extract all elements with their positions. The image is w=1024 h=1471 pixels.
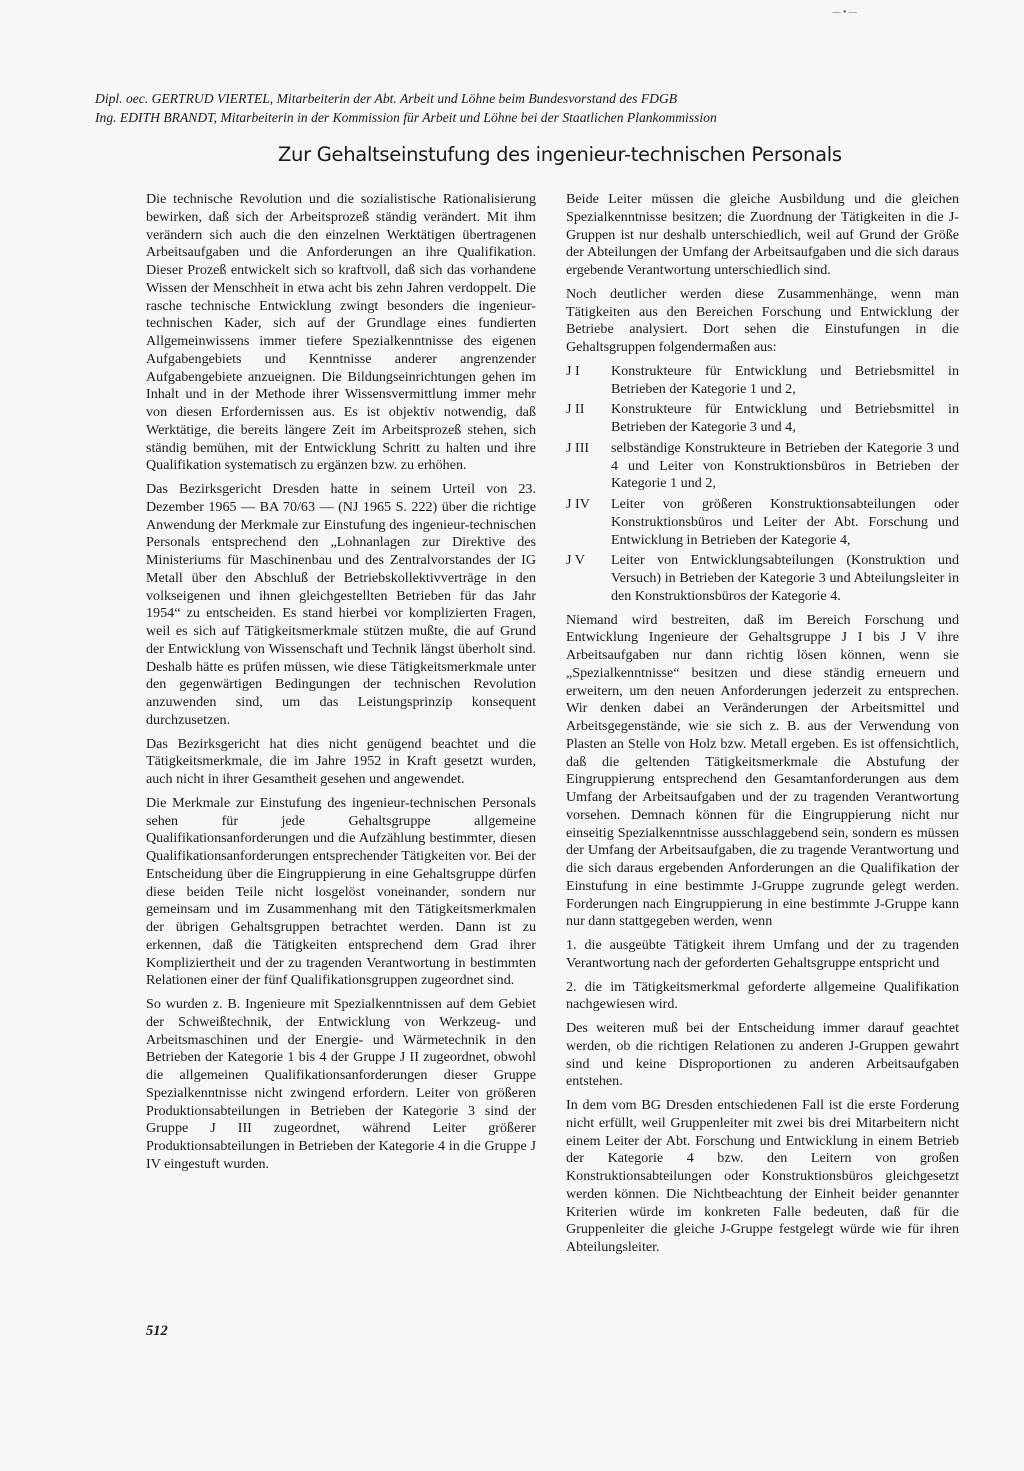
author-viertel: Dipl. oec. GERTRUD VIERTEL, Mitarbeiterin der Abt. Arbeit und Löhne beim Bundesvorstand des FDGB — [95, 91, 678, 106]
scan-mark: —•— — [832, 8, 859, 18]
group-text: Leiter von Entwicklungsabteilungen (Konstruktion und Versuch) in Betrieben der Kategorie 3 und Abteilungsleiter in den Konstruktionsbüros der Kategorie 4. — [611, 552, 959, 604]
salary-group-list — [566, 363, 959, 606]
group-text: Leiter von größeren Konstruktionsabteilungen oder Konstruktionsbüros und Leiter der Abt. Forschung und Entwicklung in Betrieben der Kategorie 4, — [611, 496, 959, 548]
list-item — [566, 440, 959, 493]
condition-text: 1. die ausgeübte Tätigkeit ihrem Umfang und der zu tragenden Verantwortung nach der geforderten Gehaltsgruppe entspricht und — [566, 937, 959, 971]
paragraph: Die technische Revolution und die sozialistische Rationalisierung bewirken, daß sich der Arbeitsprozeß ständig verändert. Mit ihm verändern sich auch die den einzelnen Werktätigen übertragenen Arbeitsaufgaben und die Anforderungen an ihre Qualifikation. Dieser Prozeß entwickelt sich so kraftvoll, daß sich das vorhandene Wissen der Menschheit in etwa acht bis zehn Jahren verdoppelt. Die rasche technische Entwicklung zwingt besonders die ingenieur-technischen Kader, sich auf der Grundlage eines fundierten Allgemeinwissens immer tiefere Spezialkenntnisse des eigenen Aufgabengebiets und Kenntnisse anderer angrenzender Aufgabengebiete anzueignen. Die Bildungseinrichtungen gehen im Inhalt und in der Methode ihrer Wissensvermittlung immer mehr von diesen Erfordernissen aus. Es ist objektiv notwendig, daß Werktätige, die bereits längere Zeit im Arbeitsprozeß stehen, sich ständig bemühen, mit der Entwicklung Schritt zu halten und ihre Qualifikation systematisch zu ergänzen bzw. zu erhöhen. — [146, 191, 536, 474]
group-label: J I — [566, 362, 580, 379]
left-column — [146, 191, 536, 1180]
list-item — [566, 401, 959, 437]
right-column — [566, 191, 959, 1263]
list-item — [566, 496, 959, 549]
paragraph: Noch deutlicher werden diese Zusammenhänge, wenn man Tätigkeiten aus den Bereichen Forschung und Entwicklung der Betriebe analysiert. Dort sehen die Einstufungen in die Gehaltsgruppen folgendermaßen aus: — [566, 285, 959, 355]
group-text: Konstrukteure für Entwicklung und Betriebsmittel in Betrieben der Kategorie 3 und 4, — [611, 401, 959, 435]
condition-item — [566, 979, 959, 1015]
condition-text: 2. die im Tätigkeitsmerkmal geforderte allgemeine Qualifikation nachgewiesen wird. — [566, 978, 959, 1013]
paragraph: Die Merkmale zur Einstufung des ingenieur-technischen Personals sehen für jede Gehaltsgruppe allgemeine Qualifikationsanforderungen und die Aufzählung bestimmter, diesen Qualifikationsanforderungen entsprechender Tätigkeiten vor. Bei der Entscheidung über die Eingruppierung in eine Gehaltsgruppe dürfen diese beiden Teile nicht losgelöst voneinander, sondern nur gemeinsam und im Zusammenhang mit den Tätigkeitsmerkmalen der übrigen Gehaltsgruppen betrachtet werden. Dann ist zu erkennen, daß die Tätigkeiten entsprechend dem Grad ihrer Kompliziertheit und der zu tragenden Verantwortung in bestimmten Relationen einer der fünf Qualifikationsgruppen zugeordnet sind. — [146, 794, 536, 989]
paragraph: So wurden z. B. Ingenieure mit Spezialkenntnissen auf dem Gebiet der Schweißtechnik, der Entwicklung von Werkzeug- und Arbeitsmaschinen und der Energie- und Wärmetechnik in den Betrieben der Kategorie 1 bis 4 der Gruppe J II zugeordnet, obwohl die allgemeinen Qualifikationsanforderungen dieser Gruppe Spezialkenntnisse nicht zwingend erfordern. Leiter von größeren Produktionsabteilungen in Betrieben der Kategorie 3 sind der Gruppe J III zugeordnet, während Leiter größerer Produktionsabteilungen in Betrieben der Kategorie 4 in die Gruppe J IV eingestuft wurden. — [146, 996, 536, 1172]
page-number: 512 — [146, 1323, 168, 1339]
author-lines — [95, 89, 965, 127]
group-label: J III — [566, 439, 590, 456]
paragraph: Das Bezirksgericht hat dies nicht genügend beachtet und die Tätigkeitsmerkmale, die im Jahre 1952 in Kraft gesetzt wurden, auch nicht in ihrer Gesamtheit gesehen und angewendet. — [146, 735, 536, 787]
paragraph: Beide Leiter müssen die gleiche Ausbildung und die gleichen Spezialkenntnisse besitzen; die Zuordnung der Tätigkeiten in die J-Gruppen ist nur deshalb unterschiedlich, weil auf Grund der Größe der Abteilungen der Umfang der Arbeitsaufgaben und die sich daraus ergebende Verantwortung unterschiedlich sind. — [566, 191, 959, 278]
paragraph: Niemand wird bestreiten, daß im Bereich Forschung und Entwicklung Ingenieure der Gehaltsgruppe J I bis J V ihre Arbeitsaufgaben nur dann richtig lösen können, wenn sie „Spezialkenntnisse“ besitzen und diese ständig erneuern und erweitern, um den neuen Anforderungen jederzeit zu entsprechen. Wir denken dabei an Veränderungen der Arbeitsmittel und Arbeitsgegenstände, wie sie sich z. B. aus der Verwendung von Plasten an Stelle von Holz bzw. Metall ergeben. Es ist offensichtlich, daß die geltenden Tätigkeitsmerkmale die Abstufung der Eingruppierung entsprechend den Gesamtanforderungen aus dem Umfang der Arbeitsaufgaben und der zu tragenden Verantwortung vorsehen. Demnach können für die Eingruppierung nicht nur einseitig Spezialkenntnisse ausschlaggebend sein, sondern es müssen der Umfang der Arbeitsaufgaben, die zu tragende Verantwortung und die sich daraus ergebenden Anforderungen an die Qualifikation der Einstufung in eine bestimmte J-Gruppe zugrunde gelegt werden. Forderungen nach Eingruppierung in eine bestimmte J-Gruppe kann nur dann stattgegeben werden, wenn — [566, 611, 959, 930]
paragraph: Des weiteren muß bei der Entscheidung immer darauf geachtet werden, ob die richtigen Relationen zu anderen J-Gruppen gewahrt sind und keine Disproportionen zu anderen Arbeitsaufgaben entstehen. — [566, 1020, 959, 1090]
article-title: Zur Gehaltseinstufung des ingenieur-technischen Personals — [278, 143, 842, 166]
group-label: J IV — [566, 496, 590, 512]
author-brandt: Ing. EDITH BRANDT, Mitarbeiterin in der Kommission für Arbeit und Löhne bei der Staatlichen Plankommission — [95, 110, 717, 125]
group-label: J II — [566, 401, 585, 418]
group-text: Konstrukteure für Entwicklung und Betriebsmittel in Betrieben der Kategorie 1 und 2, — [611, 362, 959, 397]
list-item — [566, 552, 959, 605]
paragraph: In dem vom BG Dresden entschiedenen Fall ist die erste Forderung nicht erfüllt, weil Gruppenleiter mit zwei bis drei Mitarbeitern nicht einem Leiter der Abt. Forschung und Entwicklung in einem Betrieb der Kategorie 4 bzw. den Leitern von großen Konstruktionsabteilungen oder Konstruktionsbüros gleichgesetzt werden können. Die Nichtbeachtung der Einheit beider genannter Kriterien würde im konkreten Falle bedeuten, daß für die Gruppenleiter die gleiche J-Gruppe festgelegt würde wie für ihren Abteilungsleiter. — [566, 1097, 959, 1255]
group-text: selbständige Konstrukteure in Betrieben der Kategorie 3 und 4 und Leiter von Konstruktionsbüros in Betrieben der Kategorie 1 und 2, — [611, 439, 959, 492]
paragraph: Das Bezirksgericht Dresden hatte in seinem Urteil von 23. Dezember 1965 — BA 70/63 — (NJ 1965 S. 222) über die richtige Anwendung der Merkmale zur Einstufung des ingenieur-technischen Personals entsprechend den „Lohnanlagen zur Direktive des Ministeriums für Maschinenbau und des Zentralvorstandes der IG Metall über den Abschluß der Betriebskollektivverträge in den volkseigenen und ihnen gleichgestellten Betrieben für das Jahr 1954“ zu entscheiden. Es stand hierbei vor komplizierten Fragen, weil es sich auf Tätigkeitsmerkmale stützen mußte, die auf Grund der Entwicklung von Wissenschaft und Technik längst überholt sind. Deshalb hätte es prüfen müssen, wie diese Tätigkeitsmerkmale unter den gegenwärtigen Bedingungen der technischen Revolution anzuwenden sind, um das Leistungsprinzip konsequent durchzusetzen. — [146, 481, 536, 728]
condition-item — [566, 937, 959, 973]
list-item — [566, 363, 959, 399]
group-label: J V — [566, 552, 585, 569]
